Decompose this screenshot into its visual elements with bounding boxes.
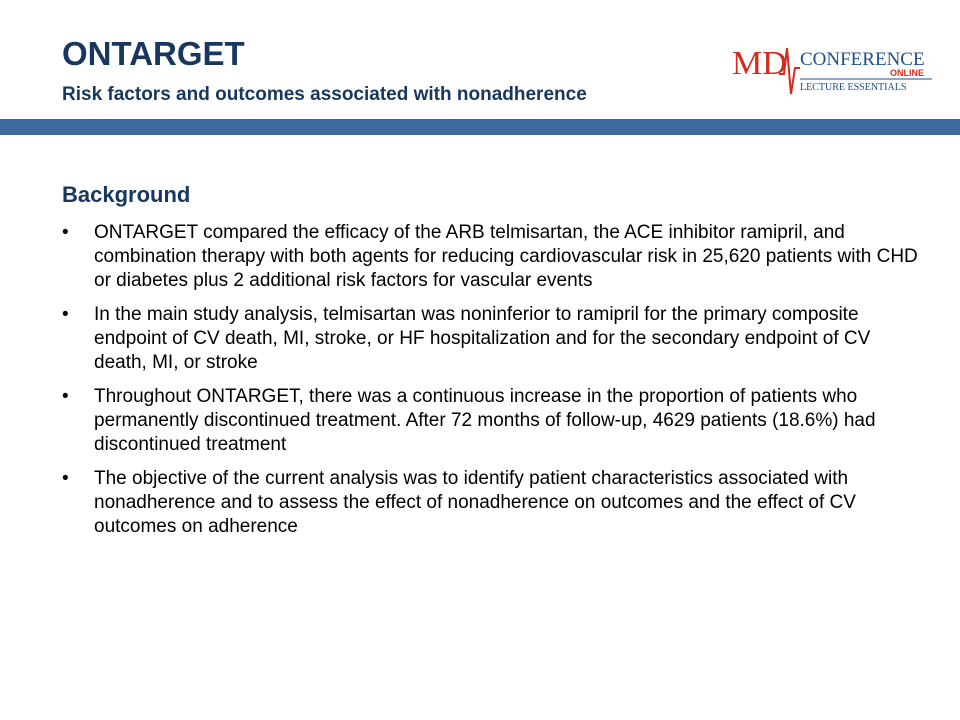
logo-conference-text: CONFERENCE [800,49,925,70]
bullet-item [62,221,922,293]
logo-tagline-text: LECTURE ESSENTIALS [800,82,907,93]
logo-online-text: ONLINE [890,68,925,78]
md-conference-logo [732,42,938,98]
bullet-mark: • [62,468,69,489]
bullet-mark: • [62,222,69,243]
header-bar [0,119,960,135]
bullet-text: In the main study analysis, telmisartan was noninferior to ramipril for the primary composite endpoint of CV death, MI, stroke, or HF hospitalization and for the secondary endpoint of CV death, MI, or stroke [94,304,871,373]
bullet-list [62,221,922,549]
bullet-item [62,385,922,457]
bullet-item [62,467,922,539]
slide-title: ONTARGET [62,35,245,72]
slide-subtitle: Risk factors and outcomes associated with nonadherence [62,84,587,105]
logo-md-text: MD [732,45,787,82]
bullet-item [62,303,922,375]
bullet-text: The objective of the current analysis was to identify patient characteristics associated with nonadherence and to assess the effect of nonadherence on outcomes and the effect of CV outcomes on adherence [94,468,856,537]
bullet-mark: • [62,304,69,325]
bullet-mark: • [62,386,69,407]
bullet-text: ONTARGET compared the efficacy of the ARB telmisartan, the ACE inhibitor ramipril, and combination therapy with both agents for reducing cardiovascular risk in 25,620 patients with CHD or diabetes plus 2 additional risk factors for vascular events [94,222,918,291]
section-heading: Background [62,182,191,207]
bullet-text: Throughout ONTARGET, there was a continuous increase in the proportion of patients who permanently discontinued treatment. After 72 months of follow-up, 4629 patients (18.6%) had discontinued treatment [94,386,876,455]
